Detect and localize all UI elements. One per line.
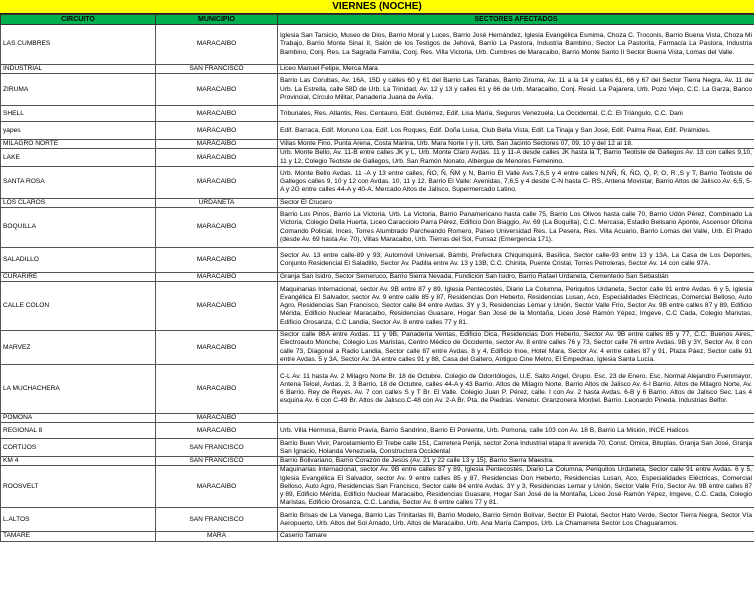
sectors-cell: Iglesia San Tarsicio, Museo de Dios, Barrio Moral y Luces, Barrio José Hernández, Iglesia Evangélica Esmima, Choza C. Troconis, Barrio Buena Vista, Choza Mi Trabajo, Barrio Monte Sinaí II, Salón de los Testigos de Jehová, Barrio La Pastora, Industria Bambino, Sector La Pastorita, Farmacia La Pastora, Industria Bambino, Conj. Res. La Sagrada Familia, Conj. Res. Villa Victoria, Urb. Cumbres de Maracaibo, Barrio Monte Santo II Sector Buena Vista, Lomas del Valle. — [278, 25, 754, 65]
municipality-cell: MARACAIBO — [156, 248, 278, 273]
municipality-cell: MARACAIBO — [156, 74, 278, 106]
circuit-cell: LA MUCHACHERA — [1, 365, 156, 414]
header-sectors: SECTORES AFECTADOS — [278, 15, 754, 25]
municipality-cell: URDANETA — [156, 198, 278, 207]
table-row — [1, 423, 754, 439]
circuit-cell: LAS CUMBRES — [1, 25, 156, 65]
circuit-cell: LOS CLAROS — [1, 198, 156, 207]
sectors-cell: Sector Av. 13 entre calle-89 y 93, Automóvil Universal, Bambi, Prefectura Chiquinquirá, Basílica, Sector calle-93 entre 13 y 13A, La Casa de Los Deportes, Conjunto Residencial El Saladillo, Sector Av. Padilla entre Av. 13 y 13B, C.C. Chinita, Puente Cristal, Torres Petroleras, Sector Av. 14 con calle 97A. — [278, 248, 754, 273]
municipality-cell: MARACAIBO — [156, 149, 278, 166]
table-row — [1, 273, 754, 282]
circuit-cell: ZIRUMA — [1, 74, 156, 106]
table-row — [1, 248, 754, 273]
circuit-cell: TAMARE — [1, 532, 156, 541]
sectors-cell: Caserío Tamare — [278, 532, 754, 541]
sectors-cell: Barrio Las Corubas, Av. 16A, 15D y calles 60 y 61 del Barrio Las Tarabas, Barrio Ziruma, Av. 11 a la 14 y calles 61, 66 y 67 del Sector Tierra Negra, Av. 11 de Urb. La Estrella, calle 58D de Urb. La Trinidad, Av. 12 y 13 y calles 61 y 66 de Urb. Maracaibo, Conj. Resid. La Pajarera, Urb. Pozo Viejo, C.C. La Garza, Banco Provincial, Círculo Militar, Panadería Juana de Ávila. — [278, 74, 754, 106]
sectors-cell: Liceo Manuel Felipe, Merca Mara — [278, 65, 754, 74]
table-row — [1, 532, 754, 541]
circuit-cell: POMONA — [1, 414, 156, 423]
circuit-cell: REGIONAL 8 — [1, 423, 156, 439]
header-circuit: CIRCUITO — [1, 15, 156, 25]
table-row — [1, 140, 754, 149]
municipality-cell: MARACAIBO — [156, 106, 278, 122]
table-row — [1, 65, 754, 74]
table-row — [1, 331, 754, 365]
municipality-cell: MARACAIBO — [156, 122, 278, 140]
circuit-cell: SANTA ROSA — [1, 166, 156, 198]
table-row — [1, 122, 754, 140]
sectors-cell: Sector calle 86A entre Avdas. 11 y 9B, Panadería Ventas, Edificio Dica, Residencias Don Heberto, Sector Av. 9B entre calles 85 y 77, C.C. Buenos Aires, Electroauto Monche, Colegio Los Maristas, Centro Médico de Occidente, sector Av. 8 entre calles 76 y 73, Sector calle 76 entre Avdas. 9B y 3Y, Sector Av. 8 con calle 73, Diagonal a Radio Landia, Sector calle 87 entre Avdas. 8 y 4, Edificio Inoe, Hotel Mara, Sector Av. 4 entre calles 87 y 91, Plaza Páez, Sector calle 91 entre Avdas. 5 y 3A, Sector Av. 3A entre calles 91 y 88, Casa del Gaitero, Antiguo Cine Metro, El Empedrao, Iglesia Santa Lucía. — [278, 331, 754, 365]
sectors-cell: Barrio Los Pinos, Barrio La Victoria, Urb. La Victoria, Barrio Panamericano hasta calle 75, Barrio Los Olivos hasta calle 70, Barrio Udón Pérez, Combinado La Victoria, Colegio Della Huerta, Liceo Caracciolo Parra Pérez, Edificio Don Biaggio, Av. 69 (La Boquilla), C.C. Mercasa, Estadio Belisario Aponte, Ascensor Oficina Comando Policial, Inces, Torres Alumbrado Parcheando Romero, Paseo Universidad Res. La Pesera, Res. Villa Acuario, Barrio Lomas del Valle, Urb. El Prado (desde Av. 69 hasta Av. 70), Villas Maracaibo, Urb. Tierras del Sol, Funsaz (Emergencia 171). — [278, 208, 754, 248]
sectors-cell: Maquinarias Internacional, sector Av. 9B entre 87 y 89, Iglesia Pentecostés, Diario La Columna, Periquitos Urdaneta, Sector calle 91 entre Avdas. 6 y 5, Iglesia Evangélica El Salvador, sector Av. 9 entre calle 85 y 87, Residencias Don Heberto, Residencias Lusan, Aco, Especialidades Eléctricas, Comercial Belloso, Auto Agro, Residencias San Francisco, Sector calle 84 entre Avdas. 3Y y 3, Residencias Lemar y Unión, Sector Valle Frío, Sector Av. 9B entre calles 87 y 89, Edificio Mérida, Edificio Nuclear Maracaibo, Residencias Guasare, Hogar San José de la Montaña, Liceo José Ramón Yépez, Imgeve, C.C Cada, Colegio Maristas, Edificio Orosanza, C.C Landia, Sector Av. 8 entre calles 77 y 81. — [278, 282, 754, 331]
municipality-cell: MARACAIBO — [156, 365, 278, 414]
sectors-cell: Barrio Buen Vivir, Parcelamiento El Trebe calle 151, Carretera Perijá, sector Zona Industrial etapa II avenida 70, Const. Omica, Bituplas, Granja San José, Granja San Ignacio, Holanda Venezuela, Constructora Occidental — [278, 439, 754, 457]
municipality-cell: MARACAIBO — [156, 140, 278, 149]
municipality-cell: MARACAIBO — [156, 414, 278, 423]
circuit-cell: SHELL — [1, 106, 156, 122]
table-row — [1, 439, 754, 457]
table-row — [1, 414, 754, 423]
municipality-cell: MARACAIBO — [156, 282, 278, 331]
municipality-cell: MARACAIBO — [156, 25, 278, 65]
sectors-cell: Granja San Isidro, Sector Semeruco, Barrio Sierra Nevada, Fundición San Isidro, Barrio Rafael Urdaneta, Cementerio San Sebastián — [278, 273, 754, 282]
table-row — [1, 25, 754, 65]
table-row — [1, 198, 754, 207]
circuit-cell: KM 4 — [1, 457, 156, 466]
circuit-cell: SALADILLO — [1, 248, 156, 273]
circuit-cell: LAKE — [1, 149, 156, 166]
sectors-cell: Villas Monte Fino, Punta Arena, Costa Marina, Urb. Mara Norte I y II, Urb. San Jacinto Sectores 07, 09, 10 y del 12 al 18. — [278, 140, 754, 149]
table-row — [1, 208, 754, 248]
table-row — [1, 508, 754, 532]
table-row — [1, 365, 754, 414]
circuit-cell: CORTIJOS — [1, 439, 156, 457]
municipality-cell: MARA — [156, 532, 278, 541]
sectors-cell: Urb. Monte Bello Avdas. 11 -A y 13 entre calles, ÑO, Ñ, ÑM y N, Barrio El Valle Avs.7,6,5 y 4 entre calles N,NÑ, Ñ, ÑO, Q, P, O, R ,S y T, Barrio Teotiste de Gallegos calles 9, 10 y 12 con Avdas. 10, 11 y 12. Barrio El Valle: Avenidas, 7,6,5 y 4 desde C-N hasta C- RS, Antena Movistar, Barrio Altos de Jalisco Av. 6,5, 5-A y 2G entre calles 44-A y 40-A. Mercado Altos de Jalisco, Supermercado Latino. — [278, 166, 754, 198]
sheet-title: VIERNES (NOCHE) — [0, 0, 754, 14]
municipality-cell: SAN FRANCISCO — [156, 65, 278, 74]
circuit-cell: L.ALTOS — [1, 508, 156, 532]
sectors-cell: Sector El Crucero — [278, 198, 754, 207]
sectors-cell — [278, 414, 754, 423]
circuit-cell: BOQUILLA — [1, 208, 156, 248]
sectors-cell: Maquinarias Internacional, sector Av. 9B entre calles 87 y 89, Iglesia Pentecostés, Diario La Columna, Periquitos Urdaneta, Sector calle 91 entre Avdas. 6 y 5, Iglesia Evangélica El Salvador, sector Av. 9 entre calles 85 y 87, Residencias Don Heberto, Residencias Lusan, Aco, Especialidades Eléctricas, Comercial Belloso, Auto Agro, Residencias San Francisco, Sector calle 84 entre Avdas. 3Y y 3, Residencias Lemar y Unión, Sector Valle Frío, Sector Av. 9B entre calles 87 y 89, Edificio Mérida, Edificio Nuclear Maracaibo, Residencias Guasare, Hogar San José de la Montaña, Liceo José Ramón Yépez, Imgeve, C.C. Cada, Colegio Maristas, Edificio Orosanza, C.C. Landia, Sector Av. 8 entre calles 77 y 81. — [278, 466, 754, 508]
table-row — [1, 106, 754, 122]
sectors-cell: Edif. Barraca, Edif. Moruno Loa, Edif. Los Roques, Edif. Doña Luisa, Club Bella Vista, Edif. La Tinaja y San José, Edif. Palma Real, Edif. Pirámides. — [278, 122, 754, 140]
outage-table — [0, 14, 754, 542]
sectors-cell: Barrio Bolivariano, Barrio Corazón de Jesús (Av. 21 y 22 calle 13 y 15), Barrio Sierra Maestra. — [278, 457, 754, 466]
circuit-cell: CURARIRE — [1, 273, 156, 282]
circuit-cell: INDUSTRIAL — [1, 65, 156, 74]
municipality-cell: MARACAIBO — [156, 331, 278, 365]
sectors-cell: C-L Av. 11 hasta Av. 2 Milagro Norte Br. 18 de Octubre. Colegio de Odontólogos, U.E. Salto Angel, Grupo. Esc. 23 de Enero. Esc. Normal Alejandro Fuenmayor, Antena Telcel, Avdas. 2, 3 Barrio, 18 de Octubre, calles 44-A y 43 Barrio. Altos de Milagro Norte. Barrio Altos de Jalisco Av. 6-I Barrio. Altos de Milagro Norte, Av. 6 Barrio. Rey de Reyes. Av. 7 con calles S y T Br. El Valle. Colegio Juan P. Pérez, calle. I con Av. 2 hasta Avdas. 6-B y 6 Barrio. Altos de Jalisco Sec. Las 4 esquina Av. 6 con C-49 Br. Altos de Jalisco.C-48 con Av. 2-A Br. Pta. de Piedras. Venetur. Granzonera Montiel. Barrio. Leonardo Pineda. Industrias Belfor. — [278, 365, 754, 414]
municipality-cell: MARACAIBO — [156, 466, 278, 508]
table-row — [1, 166, 754, 198]
sectors-cell: Tribunales, Res. Atlantis, Res. Centauro, Edif. Gutiérrez, Edif. Lisa María, Seguros Venezuela, La Occidental, C.C. El Triángulo, C.C. Dani — [278, 106, 754, 122]
municipality-cell: MARACAIBO — [156, 273, 278, 282]
circuit-cell: MARVEZ — [1, 331, 156, 365]
municipality-cell: SAN FRANCISCO — [156, 508, 278, 532]
sectors-cell: Barrio Brisas de La Vanega, Barrio Las Trinitarias III, Barrio Modelo, Barrio Simón Bolívar, Sector El Palotal, Sector Hato Verde, Sector Tierra Negra, Sector Vía Aeropuerto, Urb. Altos del Sol Amado, Urb. Altos de Maracaibo, Urb. Ana María Campos, Urb. La Chamarreta Sector Los Chaguaramos. — [278, 508, 754, 532]
municipality-cell: MARACAIBO — [156, 423, 278, 439]
circuit-cell: ROOSVELT — [1, 466, 156, 508]
circuit-cell: yapes — [1, 122, 156, 140]
table-row — [1, 457, 754, 466]
municipality-cell: SAN FRANCISCO — [156, 457, 278, 466]
header-municipality: MUNICIPIO — [156, 15, 278, 25]
municipality-cell: SAN FRANCISCO — [156, 439, 278, 457]
municipality-cell: MARACAIBO — [156, 208, 278, 248]
sectors-cell: Urb. Monte Bello, Av. 11-B entre calles JK y L, Urb. Monte Claro Avdas. 11 y 11-A desde calles JK hasta la T, Barrio Teotiste de Gallegos Av. 13 con calles 9,10, 11 y 12, Colegio Teotiste de Gallegos, Urb. San Ramón Nonato, Albergue de Menores Femenino. — [278, 149, 754, 166]
header-row — [1, 15, 754, 25]
circuit-cell: CALLE COLON — [1, 282, 156, 331]
table-row — [1, 466, 754, 508]
table-row — [1, 149, 754, 166]
sectors-cell: Urb. Villa Hermosa, Barrio Pravia, Barrio Sandrino, Barrio El Poniente, Urb. Pomona, calle 103 con Av. 18 B, Barrio La Misión, INCE Haticos — [278, 423, 754, 439]
municipality-cell: MARACAIBO — [156, 166, 278, 198]
circuit-cell: MILAGRO NORTE — [1, 140, 156, 149]
table-row — [1, 282, 754, 331]
table-row — [1, 74, 754, 106]
